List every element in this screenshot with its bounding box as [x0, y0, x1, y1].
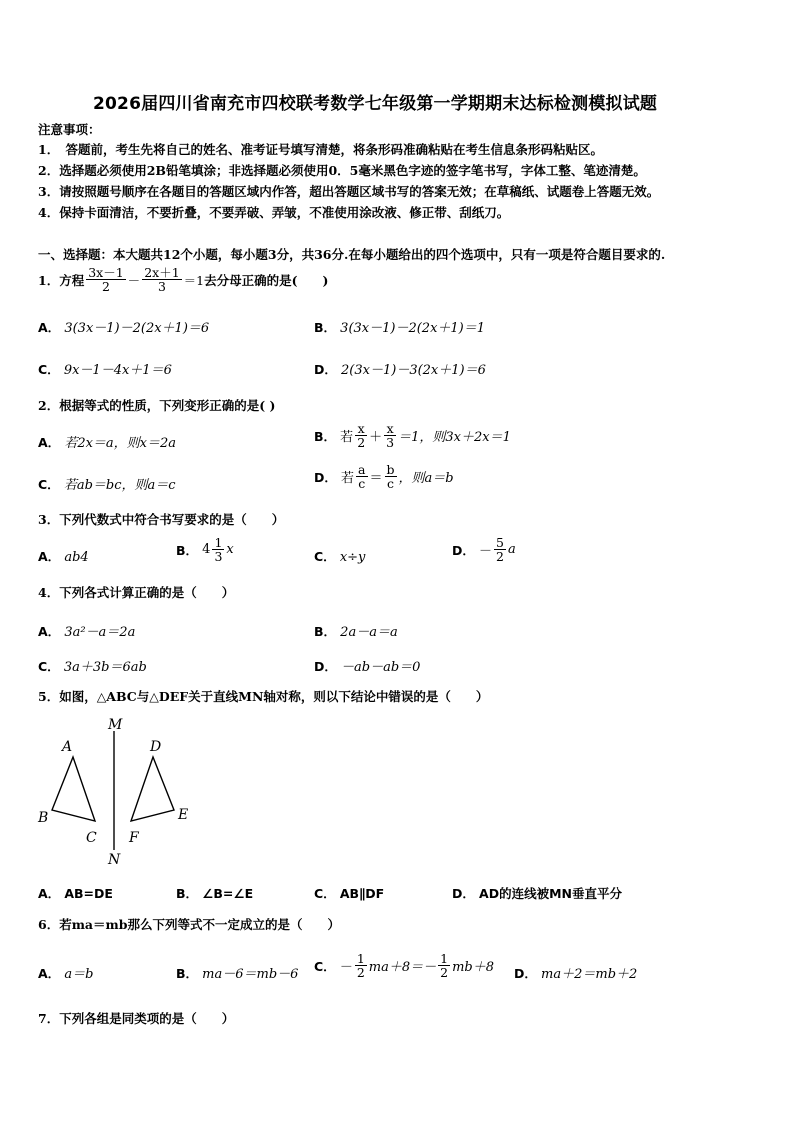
q2-b-label: B．: [314, 428, 337, 444]
q2-d-post: ，则a＝b: [398, 471, 454, 487]
q3-b-label: B．: [176, 542, 199, 558]
q5-d-text: AD的连线被MN垂直平分: [479, 886, 622, 901]
q2-d-f1-den: c: [358, 476, 366, 492]
q2-a-text: 若2x＝a，则x＝2a: [64, 436, 177, 451]
q3-option-a[interactable]: [38, 547, 89, 565]
q6-c-end: mb＋8: [452, 960, 495, 976]
label-e: E: [178, 807, 189, 823]
q4-option-b[interactable]: [314, 621, 398, 640]
question-2-stem: 2．根据等式的性质，下列变形正确的是( ): [38, 398, 276, 413]
q2-d-f2-num: b: [386, 462, 395, 477]
q4-b-label: B．: [314, 624, 337, 639]
q3-a-label: A．: [38, 549, 61, 564]
q3-c-label: C．: [314, 549, 336, 564]
q1-option-d[interactable]: [314, 359, 486, 378]
note-item-2: 2．选择题必须使用2B铅笔填涂；非选择题必须使用0．5毫米黑色字迹的签字笔书写，字体工整、笔迹清楚。: [38, 163, 646, 178]
q1-f1-numerator: 3x－1: [88, 265, 124, 280]
q4-b-text: 2a－a＝a: [340, 625, 398, 640]
q3-d-sign: －: [479, 544, 493, 560]
q6-b-text: ma－6＝mb－6: [202, 967, 299, 982]
q5-option-a[interactable]: [38, 884, 113, 902]
q3-b-var: x: [226, 542, 234, 558]
q2-d-label: D．: [314, 469, 337, 485]
q6-option-c[interactable]: [314, 952, 494, 979]
q2-b-f2-num: x: [384, 422, 396, 436]
q5-a-text: AB=DE: [64, 886, 113, 901]
q1-c-label: C．: [38, 362, 60, 377]
q4-option-d[interactable]: [314, 656, 420, 675]
q2-b-post: ＝1，则3x＋2x＝1: [398, 430, 511, 446]
q1-fraction-2: [142, 266, 181, 293]
q2-b-fraction-2: [384, 422, 396, 449]
q6-c-label: C．: [314, 958, 336, 974]
q1-b-label: B．: [314, 320, 337, 335]
question-3-stem: 3．下列代数式中符合书写要求的是（ ）: [38, 512, 285, 527]
q5-option-b[interactable]: [176, 884, 253, 902]
q1-f2-denominator: 3: [157, 279, 166, 295]
q5-option-c[interactable]: [314, 884, 384, 902]
triangle-def: [131, 757, 174, 821]
question-4-stem: 4．下列各式计算正确的是（ ）: [38, 585, 235, 600]
q2-c-text: 若ab＝bc，则a＝c: [63, 478, 176, 493]
q3-a-text: ab4: [64, 550, 89, 565]
triangle-abc: [52, 757, 95, 821]
q2-b-plus: ＋: [369, 430, 383, 446]
question-6-stem: 6．若ma＝mb那么下列等式不一定成立的是（ ）: [38, 917, 340, 932]
q4-c-label: C．: [38, 659, 60, 674]
label-m: M: [108, 717, 123, 733]
q5-c-text: AB∥DF: [339, 886, 385, 901]
q3-option-d[interactable]: [452, 536, 516, 563]
q3-b-num: 1: [214, 535, 223, 550]
q2-option-b[interactable]: [314, 422, 511, 449]
q1-option-b[interactable]: [314, 317, 485, 336]
note-item-4: 4．保持卡面清洁，不要折叠，不要弄破、弄皱，不准使用涂改液、修正带、刮纸刀。: [38, 205, 510, 220]
q1-a-text: 3(3x－1)－2(2x＋1)＝6: [64, 321, 210, 336]
q6-d-label: D．: [514, 966, 537, 981]
q4-option-a[interactable]: [38, 621, 135, 640]
q6-c-mid: ma＋8＝－: [368, 960, 437, 976]
q1-equals-one: ＝1: [183, 272, 205, 288]
q2-d-fraction-1: [356, 463, 367, 490]
q6-option-d[interactable]: [514, 963, 637, 982]
q2-d-f1-num: a: [358, 462, 366, 477]
q2-b-pre: 若: [340, 430, 354, 446]
q3-b-den: 3: [214, 549, 223, 565]
q5-option-d[interactable]: [452, 884, 622, 902]
q2-option-d[interactable]: [314, 463, 454, 490]
page-title: 2026届四川省南充市四校联考数学七年级第一学期期末达标检测模拟试题: [93, 94, 658, 114]
q6-c-d1: 2: [356, 965, 365, 981]
q2-option-c[interactable]: [38, 474, 176, 493]
q6-c-d2: 2: [440, 965, 449, 981]
q2-d-fraction-2: [385, 463, 397, 490]
q1-stem-end: 去分母正确的是( ): [204, 272, 329, 288]
q6-c-n1: 1: [356, 951, 365, 966]
q6-c-fraction-1: [355, 952, 367, 979]
q4-option-c[interactable]: [38, 656, 147, 675]
label-a: A: [62, 739, 73, 755]
q1-f1-denominator: 2: [101, 279, 110, 295]
q6-c-n2: 1: [440, 951, 449, 966]
note-item-3: 3．请按照题号顺序在各题目的答题区域内作答，超出答题区域书写的答案无效；在草稿纸、试题卷上答题无效。: [38, 184, 660, 199]
q6-a-text: a＝b: [64, 967, 94, 982]
q4-a-text: 3a²－a＝2a: [64, 625, 136, 640]
section-heading: 一、选择题：本大题共12个小题，每小题3分，共36分.在每小题给出的四个选项中，只有一项是符合题目要求的.: [38, 247, 666, 262]
q2-b-fraction-1: [355, 422, 367, 449]
question-7-stem: 7．下列各组是同类项的是（ ）: [38, 1011, 235, 1026]
q2-d-eq: ＝: [369, 471, 383, 487]
q5-symmetry-figure: [30, 712, 230, 872]
q3-d-num: 5: [496, 535, 504, 550]
q1-d-text: 2(3x－1)－3(2x＋1)＝6: [341, 363, 486, 378]
q2-a-label: A．: [38, 435, 61, 450]
q2-b-f2-den: 3: [386, 435, 395, 451]
label-b: B: [38, 810, 49, 826]
q3-b-int: 4: [202, 542, 211, 558]
q5-c-label: C．: [314, 886, 336, 901]
q3-d-fraction: [494, 536, 506, 563]
q5-b-label: B．: [176, 886, 199, 901]
q6-option-a[interactable]: [38, 963, 93, 982]
question-1-stem: [38, 266, 328, 293]
q6-option-b[interactable]: [176, 963, 298, 982]
q1-c-text: 9x－1－4x＋1＝6: [63, 363, 172, 378]
label-d: D: [150, 739, 162, 755]
q6-b-label: B．: [176, 966, 199, 981]
q5-a-label: A．: [38, 886, 61, 901]
label-f: F: [129, 830, 139, 846]
label-n: N: [108, 852, 121, 868]
q2-option-a[interactable]: [38, 432, 176, 451]
q6-c-fraction-2: [438, 952, 450, 979]
q1-fraction-1: [86, 266, 125, 293]
q4-a-label: A．: [38, 624, 61, 639]
q4-d-label: D．: [314, 659, 337, 674]
q5-d-label: D．: [452, 886, 475, 901]
q1-number: 1．方程: [38, 272, 85, 288]
q3-option-c[interactable]: [314, 547, 365, 565]
q1-option-c[interactable]: [38, 359, 172, 378]
q6-c-sign: －: [339, 960, 353, 976]
question-5-stem: 5．如图，△ABC与△DEF关于直线MN轴对称，则以下结论中错误的是（ ）: [38, 689, 489, 704]
q6-d-text: ma＋2＝mb＋2: [541, 967, 638, 982]
q3-d-label: D．: [452, 542, 475, 558]
q2-d-pre: 若: [341, 471, 355, 487]
q2-d-f2-den: c: [387, 476, 395, 492]
notes-heading: 注意事项：: [38, 122, 101, 137]
q6-a-label: A．: [38, 966, 61, 981]
q5-b-text: ∠B=∠E: [202, 886, 254, 901]
q1-minus: －: [127, 272, 141, 288]
note-item-1: 1． 答题前，考生先将自己的姓名、准考证号填写清楚，将条形码准确粘贴在考生信息条形码粘贴区。: [38, 142, 603, 157]
q4-c-text: 3a＋3b＝6ab: [63, 660, 147, 675]
q2-b-f1-num: x: [355, 422, 367, 436]
q2-c-label: C．: [38, 477, 60, 492]
q1-option-a[interactable]: [38, 317, 209, 336]
q3-d-var: a: [508, 542, 516, 558]
q1-a-label: A．: [38, 320, 61, 335]
q3-c-text: x÷y: [339, 550, 366, 565]
q2-b-f1-den: 2: [357, 435, 366, 451]
q1-b-text: 3(3x－1)－2(2x＋1)＝1: [340, 321, 486, 336]
q4-d-text: －ab－ab＝0: [341, 660, 421, 675]
q3-option-b[interactable]: [176, 536, 234, 563]
q1-f2-numerator: 2x＋1: [144, 265, 180, 280]
q1-d-label: D．: [314, 362, 337, 377]
label-c: C: [86, 830, 97, 846]
q3-b-fraction: [212, 536, 224, 563]
q3-d-den: 2: [496, 549, 504, 565]
